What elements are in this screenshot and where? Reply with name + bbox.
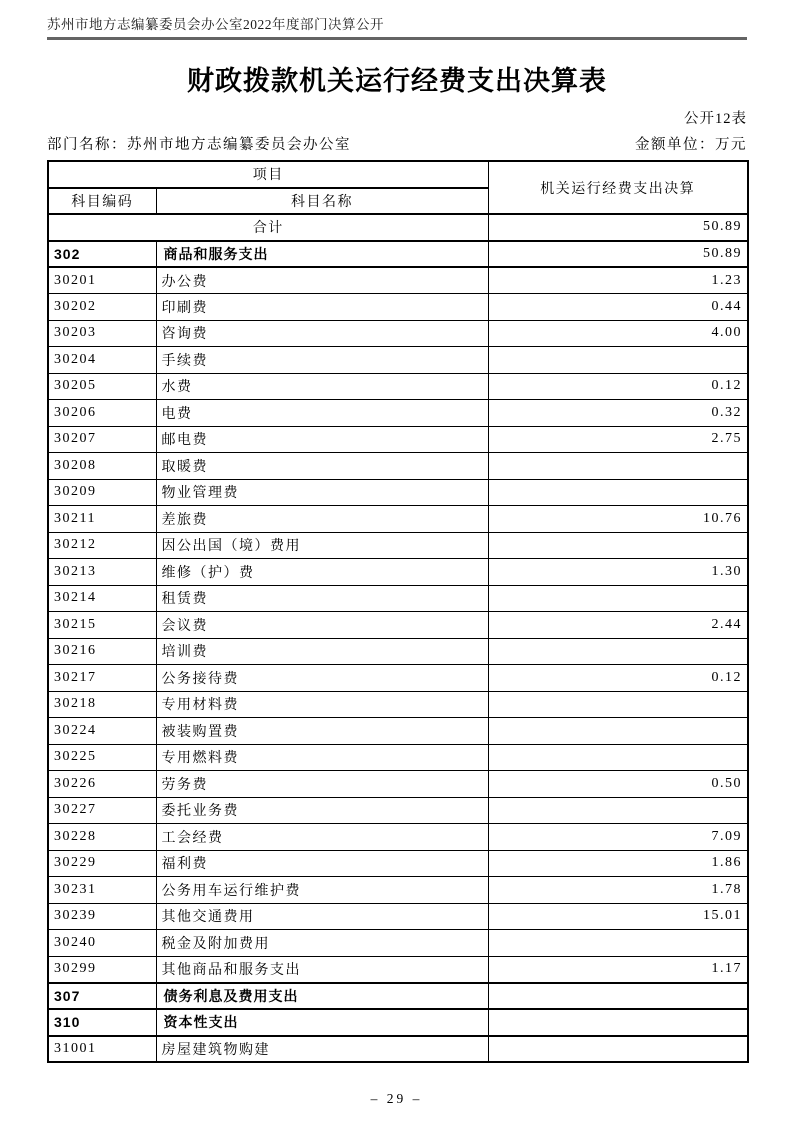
total-value-cell: 50.89 <box>488 214 748 241</box>
expense-value-cell <box>488 797 748 824</box>
subject-name-cell: 物业管理费 <box>156 479 488 506</box>
column-header-code: 科目编码 <box>48 188 156 215</box>
subject-name-cell: 维修（护）费 <box>156 559 488 586</box>
expense-value-cell: 10.76 <box>488 506 748 533</box>
expense-value-cell <box>488 453 748 480</box>
table-row <box>48 373 748 400</box>
column-header-name: 科目名称 <box>156 188 488 215</box>
expense-value-cell: 1.17 <box>488 956 748 983</box>
expense-value-cell <box>488 347 748 374</box>
subject-name-cell: 差旅费 <box>156 506 488 533</box>
table-row <box>48 665 748 692</box>
table-row <box>48 347 748 374</box>
expense-value-cell: 0.44 <box>488 294 748 321</box>
table-row <box>48 771 748 798</box>
table-row <box>48 532 748 559</box>
subject-code-cell: 30212 <box>48 532 156 559</box>
subject-code-cell: 310 <box>48 1009 156 1036</box>
table-row <box>48 400 748 427</box>
table-row <box>48 559 748 586</box>
table-row <box>48 691 748 718</box>
table-header-row-1 <box>48 161 748 188</box>
expenditure-table <box>47 160 749 1063</box>
subject-name-cell: 会议费 <box>156 612 488 639</box>
subject-code-cell: 30211 <box>48 506 156 533</box>
subject-name-cell: 租赁费 <box>156 585 488 612</box>
table-row <box>48 479 748 506</box>
expense-value-cell <box>488 585 748 612</box>
table-row <box>48 453 748 480</box>
table-row <box>48 797 748 824</box>
subject-name-cell: 商品和服务支出 <box>156 241 488 268</box>
subject-name-cell: 因公出国（境）费用 <box>156 532 488 559</box>
expense-value-cell <box>488 638 748 665</box>
subject-code-cell: 30224 <box>48 718 156 745</box>
expense-value-cell: 50.89 <box>488 241 748 268</box>
subject-name-cell: 劳务费 <box>156 771 488 798</box>
subject-code-cell: 30227 <box>48 797 156 824</box>
subject-code-cell: 30201 <box>48 267 156 294</box>
total-label-cell: 合计 <box>48 214 488 241</box>
subject-name-cell: 取暖费 <box>156 453 488 480</box>
subject-code-cell: 30240 <box>48 930 156 957</box>
expense-value-cell: 0.32 <box>488 400 748 427</box>
subject-name-cell: 被装购置费 <box>156 718 488 745</box>
expense-value-cell: 0.50 <box>488 771 748 798</box>
expense-value-cell <box>488 532 748 559</box>
total-row <box>48 214 748 241</box>
subject-code-cell: 30299 <box>48 956 156 983</box>
subject-code-cell: 307 <box>48 983 156 1010</box>
table-row <box>48 294 748 321</box>
expense-value-cell: 15.01 <box>488 903 748 930</box>
expense-value-cell <box>488 1009 748 1036</box>
expense-value-cell: 2.75 <box>488 426 748 453</box>
header-rule <box>47 37 747 40</box>
expense-value-cell <box>488 744 748 771</box>
amount-unit: 金额单位：万元 <box>635 137 747 153</box>
table-row <box>48 903 748 930</box>
subject-name-cell: 培训费 <box>156 638 488 665</box>
expense-value-cell <box>488 691 748 718</box>
expense-value-cell: 4.00 <box>488 320 748 347</box>
subject-code-cell: 30229 <box>48 850 156 877</box>
column-header-project: 项目 <box>48 161 488 188</box>
subject-name-cell: 税金及附加费用 <box>156 930 488 957</box>
expense-value-cell <box>488 983 748 1010</box>
subject-code-cell: 30214 <box>48 585 156 612</box>
meta-row <box>47 133 747 154</box>
expense-value-cell <box>488 479 748 506</box>
table-row <box>48 956 748 983</box>
subject-code-cell: 30203 <box>48 320 156 347</box>
table-row <box>48 267 748 294</box>
subject-name-cell: 公务接待费 <box>156 665 488 692</box>
table-row <box>48 850 748 877</box>
table-row <box>48 930 748 957</box>
header-note: 苏州市地方志编纂委员会办公室2022年度部门决算公开 <box>47 17 384 32</box>
subject-code-cell: 30208 <box>48 453 156 480</box>
page-title: 财政拨款机关运行经费支出决算表 <box>187 66 607 96</box>
expense-value-cell: 0.12 <box>488 373 748 400</box>
subject-code-cell: 30239 <box>48 903 156 930</box>
department-name: 部门名称：苏州市地方志编纂委员会办公室 <box>47 137 351 153</box>
table-row <box>48 612 748 639</box>
expense-value-cell <box>488 1036 748 1063</box>
subject-code-cell: 30228 <box>48 824 156 851</box>
subject-name-cell: 水费 <box>156 373 488 400</box>
expense-value-cell: 1.78 <box>488 877 748 904</box>
subject-name-cell: 电费 <box>156 400 488 427</box>
table-row <box>48 241 748 268</box>
subject-code-cell: 30207 <box>48 426 156 453</box>
column-header-value: 机关运行经费支出决算 <box>488 161 748 214</box>
table-row <box>48 718 748 745</box>
subject-code-cell: 30204 <box>48 347 156 374</box>
table-row <box>48 1009 748 1036</box>
subject-code-cell: 30205 <box>48 373 156 400</box>
subject-code-cell: 30226 <box>48 771 156 798</box>
subject-name-cell: 福利费 <box>156 850 488 877</box>
subject-name-cell: 邮电费 <box>156 426 488 453</box>
subject-name-cell: 其他交通费用 <box>156 903 488 930</box>
subject-code-cell: 31001 <box>48 1036 156 1063</box>
subject-code-cell: 30217 <box>48 665 156 692</box>
subject-name-cell: 手续费 <box>156 347 488 374</box>
expense-value-cell: 0.12 <box>488 665 748 692</box>
table-number: 公开12表 <box>684 111 747 127</box>
table-row <box>48 1036 748 1063</box>
subject-name-cell: 房屋建筑物购建 <box>156 1036 488 1063</box>
table-row <box>48 320 748 347</box>
table-row <box>48 744 748 771</box>
subject-name-cell: 债务利息及费用支出 <box>156 983 488 1010</box>
table-row <box>48 506 748 533</box>
expense-value-cell <box>488 718 748 745</box>
subject-code-cell: 30206 <box>48 400 156 427</box>
expense-value-cell: 1.30 <box>488 559 748 586</box>
subject-code-cell: 302 <box>48 241 156 268</box>
subject-code-cell: 30215 <box>48 612 156 639</box>
table-row <box>48 638 748 665</box>
table-row <box>48 824 748 851</box>
table-row <box>48 877 748 904</box>
expense-value-cell: 2.44 <box>488 612 748 639</box>
subject-name-cell: 公务用车运行维护费 <box>156 877 488 904</box>
table-row <box>48 585 748 612</box>
subject-name-cell: 其他商品和服务支出 <box>156 956 488 983</box>
subject-name-cell: 专用燃料费 <box>156 744 488 771</box>
subject-name-cell: 办公费 <box>156 267 488 294</box>
subject-code-cell: 30216 <box>48 638 156 665</box>
table-row <box>48 983 748 1010</box>
expense-value-cell: 7.09 <box>488 824 748 851</box>
expense-value-cell: 1.86 <box>488 850 748 877</box>
subject-code-cell: 30209 <box>48 479 156 506</box>
subject-name-cell: 委托业务费 <box>156 797 488 824</box>
subject-name-cell: 资本性支出 <box>156 1009 488 1036</box>
subject-name-cell: 专用材料费 <box>156 691 488 718</box>
table-row <box>48 426 748 453</box>
expense-value-cell <box>488 930 748 957</box>
page-number: – 29 – <box>370 1091 423 1106</box>
subject-code-cell: 30231 <box>48 877 156 904</box>
subject-name-cell: 咨询费 <box>156 320 488 347</box>
subject-name-cell: 工会经费 <box>156 824 488 851</box>
subject-code-cell: 30218 <box>48 691 156 718</box>
subject-code-cell: 30213 <box>48 559 156 586</box>
subject-code-cell: 30202 <box>48 294 156 321</box>
expense-value-cell: 1.23 <box>488 267 748 294</box>
subject-code-cell: 30225 <box>48 744 156 771</box>
subject-name-cell: 印刷费 <box>156 294 488 321</box>
